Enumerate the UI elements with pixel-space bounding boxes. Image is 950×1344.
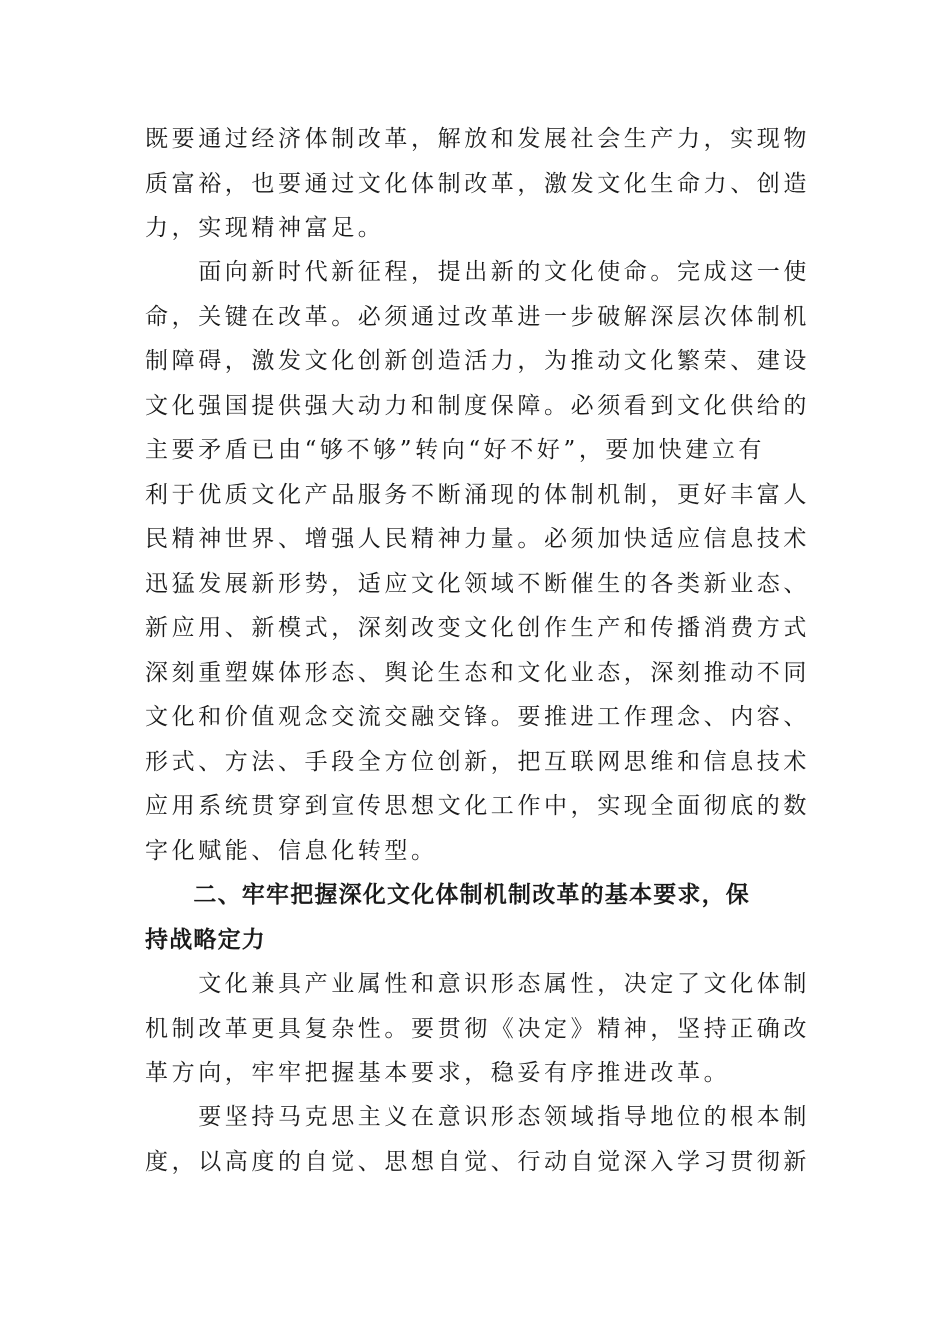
text-line: 字化赋能、信息化转型。 (145, 837, 438, 864)
text-line: 主要矛盾已由“够不够”转向“好不好”，要加快建立有 (145, 437, 766, 463)
text-line: 文化兼具产业属性和意识形态属性，决定了文化体制 (145, 971, 810, 997)
paragraph-2 (145, 250, 810, 873)
text-line: 既要通过经济体制改革，解放和发展社会生产力，实现物 (145, 126, 810, 152)
paragraph-3 (145, 962, 810, 1096)
text-line: 迅猛发展新形势，适应文化领域不断催生的各类新业态、 (145, 570, 810, 597)
text-line: 文化强国提供强大动力和制度保障。必须看到文化供给的 (145, 392, 810, 419)
text-line: 形式、方法、手段全方位创新，把互联网思维和信息技术 (145, 748, 810, 775)
text-line: 制障碍，激发文化创新创造活力，为推动文化繁荣、建设 (145, 348, 810, 374)
text-line: 文化和价值观念交流交融交锋。要推进工作理念、内容、 (145, 704, 810, 730)
heading-line: 持战略定力 (145, 926, 266, 953)
text-line: 利于优质文化产品服务不断涌现的体制机制，更好丰富人 (145, 481, 810, 508)
text-line: 度，以高度的自觉、思想自觉、行动自觉深入学习贯彻新 (145, 1148, 810, 1175)
text-line: 面向新时代新征程，提出新的文化使命。完成这一使 (145, 259, 810, 285)
text-line: 革方向，牢牢把握基本要求，稳妥有序推进改革。 (145, 1060, 731, 1086)
text-line: 机制改革更具复杂性。要贯彻《决定》精神，坚持正确改 (145, 1015, 810, 1042)
section-heading (145, 873, 810, 962)
paragraph-4 (145, 1095, 810, 1184)
text-line: 深刻重塑媒体形态、舆论生态和文化业态，深刻推动不同 (145, 659, 810, 686)
text-line: 民精神世界、增强人民精神力量。必须加快适应信息技术 (145, 526, 810, 552)
heading-line: 二、牢牢把握深化文化体制机制改革的基本要求，保 (145, 882, 750, 908)
text-line: 力，实现精神富足。 (145, 215, 385, 241)
text-line: 质富裕，也要通过文化体制改革，激发文化生命力、创造 (145, 170, 810, 197)
text-line: 命，关键在改革。必须通过改革进一步破解深层次体制机 (145, 303, 810, 330)
text-line: 应用系统贯穿到宣传思想文化工作中，实现全面彻底的数 (145, 793, 810, 819)
text-line: 新应用、新模式，深刻改变文化创作生产和传播消费方式 (145, 615, 810, 641)
text-line: 要坚持马克思主义在意识形态领域指导地位的根本制 (145, 1104, 810, 1130)
paragraph-1 (145, 117, 810, 251)
